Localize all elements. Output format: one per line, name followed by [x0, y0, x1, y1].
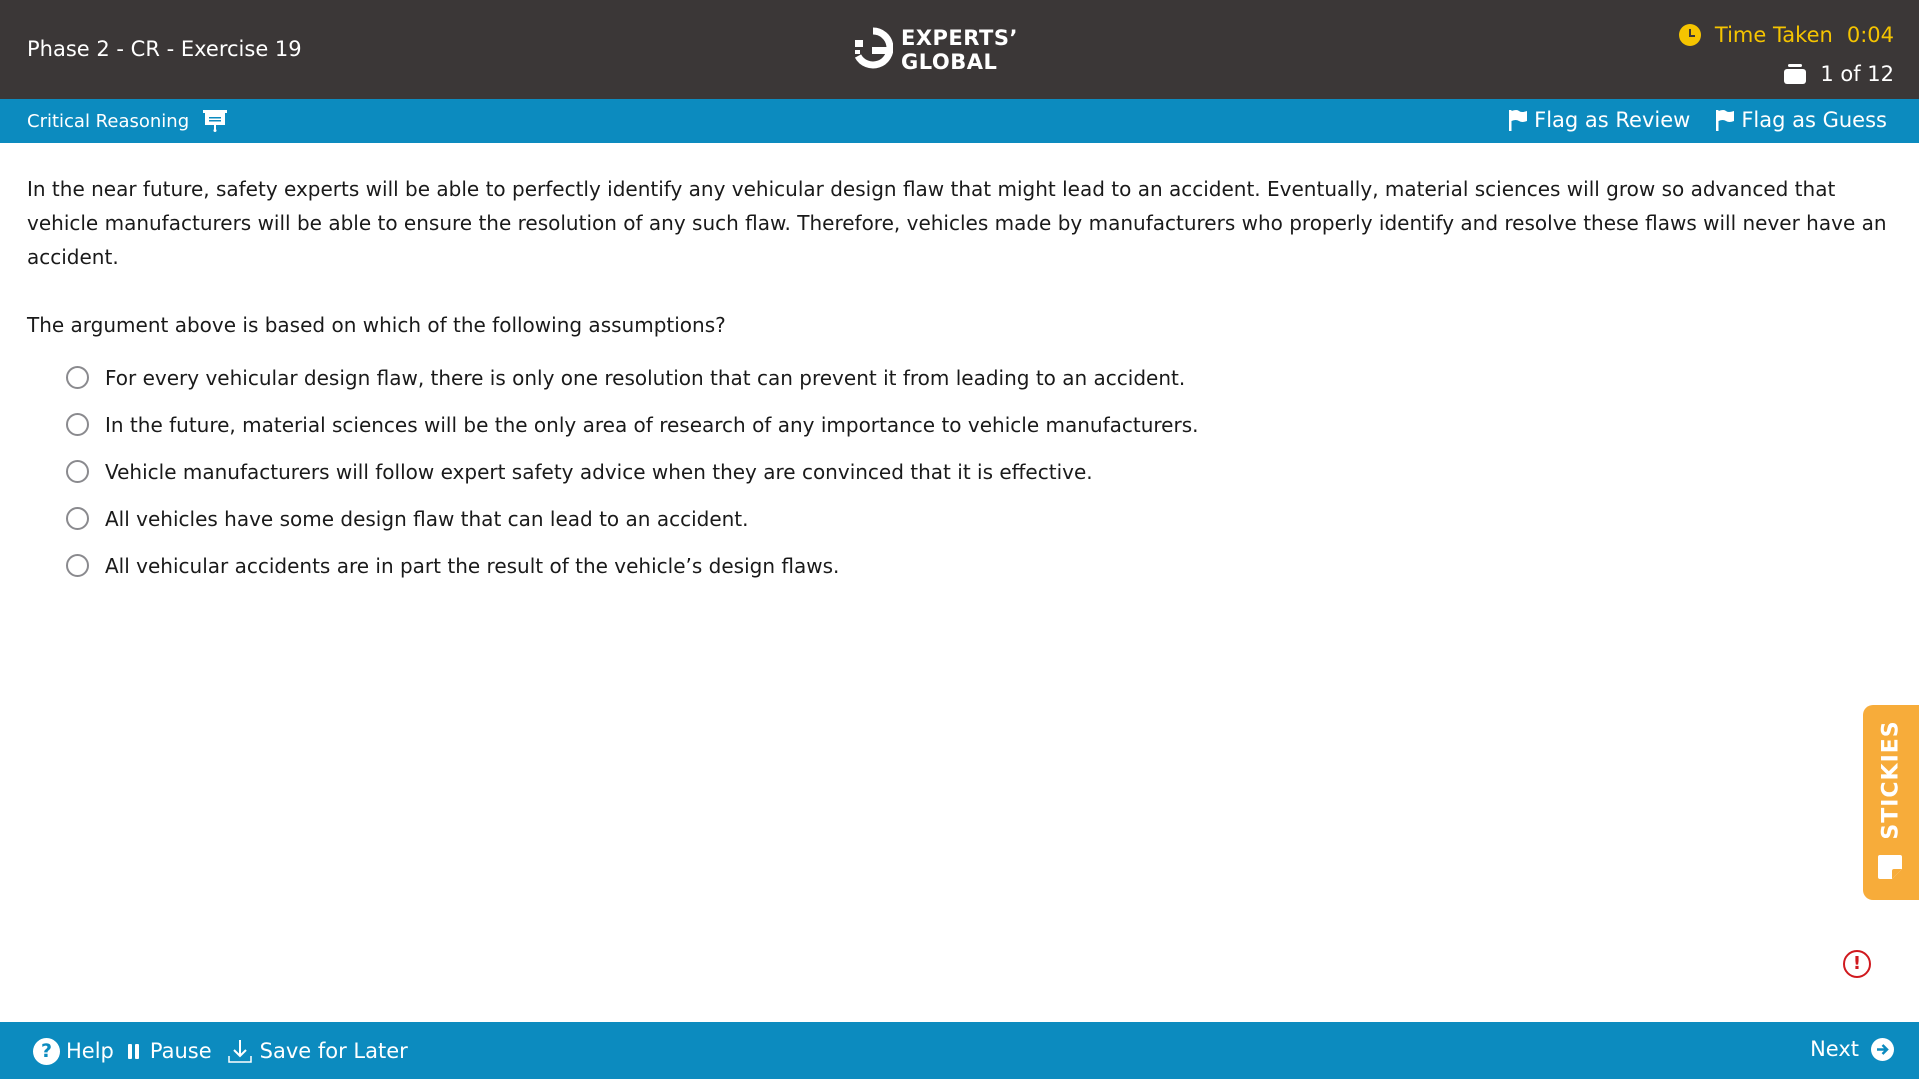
- pause-button[interactable]: [128, 1039, 212, 1063]
- time-taken: [1679, 23, 1894, 47]
- answer-option-b[interactable]: [27, 401, 1887, 448]
- radio-button[interactable]: [66, 366, 89, 389]
- answer-option-text: For every vehicular design flaw, there is only one resolution that can prevent it from leading to an accident.: [105, 365, 1186, 390]
- passage-text: In the near future, safety experts will be able to perfectly identify any vehicular design flaw that might lead to an accident. Eventually, material sciences will grow so advanced that vehicle manufacturers will be able to ensure the resolution of any such flaw. Therefore, vehicles made by manufacturers who properly identify and resolve these flaws will never have an accident.: [27, 177, 1887, 269]
- time-taken-value: 0:04: [1846, 23, 1894, 47]
- pause-label: Pause: [149, 1039, 212, 1063]
- presentation-board-icon: [203, 110, 227, 132]
- sticky-note-icon: [1876, 853, 1904, 881]
- next-label: Next: [1810, 1037, 1859, 1061]
- help-label: Help: [66, 1039, 114, 1063]
- help-button[interactable]: [33, 1038, 114, 1065]
- flag-icon: [1716, 109, 1734, 131]
- answer-option-text: All vehicular accidents are in part the result of the vehicle’s design flaws.: [105, 553, 840, 578]
- answer-option-c[interactable]: [27, 448, 1887, 495]
- radio-button[interactable]: [66, 413, 89, 436]
- experts-global-logo: [853, 26, 1018, 74]
- bottom-bar: [0, 1022, 1919, 1079]
- flag-as-guess-button[interactable]: [1716, 108, 1887, 132]
- time-taken-label: Time Taken: [1714, 23, 1833, 47]
- save-for-later-label: Save for Later: [259, 1039, 408, 1063]
- question-area: [27, 172, 1887, 589]
- section-bar: [0, 99, 1919, 143]
- experts-global-logo-icon: [853, 27, 893, 73]
- question-counter: [1784, 62, 1894, 86]
- radio-button[interactable]: [66, 460, 89, 483]
- stickies-tab[interactable]: [1863, 705, 1919, 900]
- flag-icon: [1509, 109, 1527, 131]
- radio-button[interactable]: [66, 507, 89, 530]
- radio-button[interactable]: [66, 554, 89, 577]
- section-label: Critical Reasoning: [27, 110, 190, 132]
- question-stack-icon: [1784, 64, 1806, 84]
- stickies-label: STICKIES: [1878, 720, 1904, 840]
- answer-option-e[interactable]: [27, 542, 1887, 589]
- flag-actions: [1483, 108, 1887, 132]
- exercise-title: Phase 2 - CR - Exercise 19: [27, 37, 302, 61]
- logo-line-1: EXPERTS’: [901, 26, 1018, 50]
- download-icon: [226, 1037, 254, 1065]
- section-name: [27, 110, 227, 132]
- next-button[interactable]: [1810, 1037, 1894, 1061]
- answer-option-d[interactable]: [27, 495, 1887, 542]
- help-icon: ?: [33, 1038, 60, 1065]
- logo-line-2: GLOBAL: [901, 50, 998, 74]
- answer-option-text: Vehicle manufacturers will follow expert safety advice when they are convinced that it is effective.: [105, 459, 1093, 484]
- flag-as-review-button[interactable]: [1509, 108, 1690, 132]
- question-stem: The argument above is based on which of the following assumptions?: [27, 313, 726, 337]
- flag-as-review-label: Flag as Review: [1534, 108, 1691, 132]
- clock-icon: [1679, 24, 1701, 46]
- answer-option-a[interactable]: [27, 354, 1887, 401]
- answer-option-text: In the future, material sciences will be the only area of research of any importance to vehicle manufacturers.: [105, 412, 1199, 437]
- save-for-later-button[interactable]: [226, 1037, 408, 1065]
- pause-icon: [128, 1044, 142, 1059]
- arrow-right-circle-icon: [1871, 1038, 1894, 1061]
- answer-option-text: All vehicles have some design flaw that can lead to an accident.: [105, 506, 749, 531]
- question-counter-text: 1 of 12: [1820, 62, 1894, 86]
- top-bar: [0, 0, 1919, 99]
- answer-options: [27, 354, 1887, 589]
- flag-as-guess-label: Flag as Guess: [1741, 108, 1887, 132]
- report-error-icon[interactable]: !: [1843, 950, 1871, 978]
